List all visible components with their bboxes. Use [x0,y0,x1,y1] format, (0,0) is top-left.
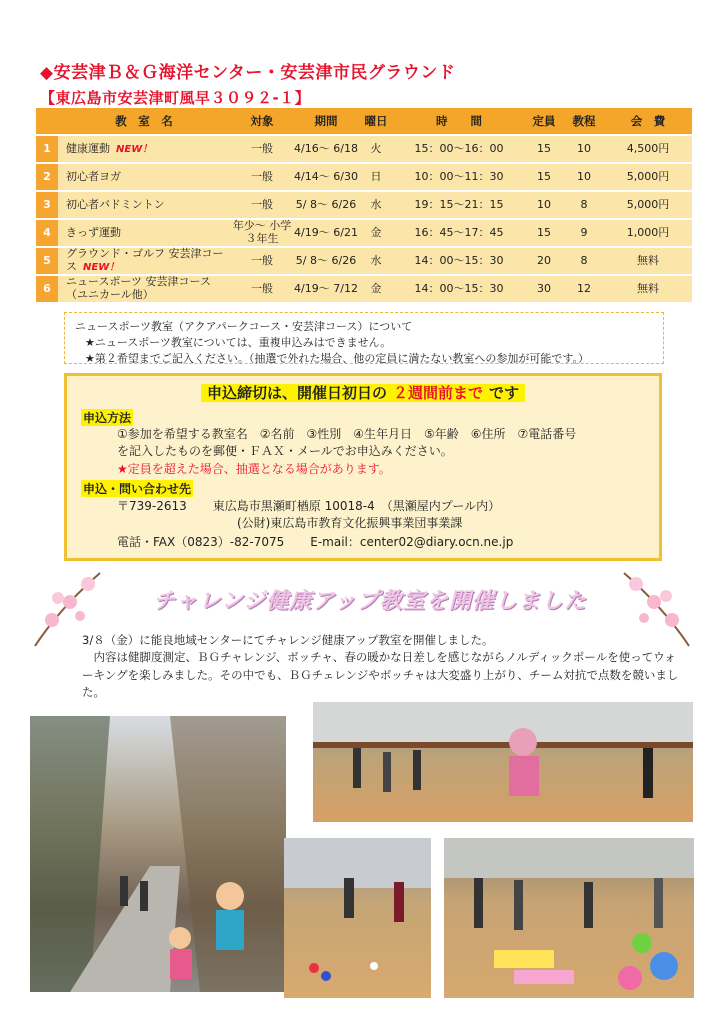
course-sessions: 12 [564,276,604,302]
col-period: 期間 [294,108,358,134]
course-day: 水 [358,248,394,274]
contact-email: E-mail：center02@diary.ocn.ne.jp [310,534,514,549]
contact-address [81,497,645,515]
new-badge: NEW！ [83,262,120,273]
course-sessions: 9 [564,220,604,246]
course-time: 15：00〜16：00 [394,136,524,162]
course-name: 健康運動 NEW！ [58,136,230,162]
course-day: 日 [358,164,394,190]
event-report [82,632,682,701]
gym-photo-exercise [313,702,693,822]
table-row [36,276,692,302]
course-time: 16：45〜17：45 [394,220,524,246]
col-fee: 会 費 [604,108,692,134]
course-fee: 4,500円 [604,136,692,162]
row-number: 6 [36,276,58,302]
venue-title: ◆安芸津Ｂ＆Ｇ海洋センター・安芸津市民グラウンド [40,63,456,83]
notice-heading: ニュースポーツ教室（アクアパークコース・安芸津コース）について [75,320,413,333]
table-row [36,192,692,218]
course-day: 水 [358,192,394,218]
course-name: ニュースポーツ 安芸津コース（ユニカール他） [58,276,230,302]
course-capacity: 15 [524,220,564,246]
col-name: 教 室 名 [58,108,230,134]
notice-line: ★ニュースポーツ教室については、重複申込みはできません。 [85,335,392,349]
course-name: 初心者ヨガ [58,164,230,190]
course-period: 4/14〜 6/30 [294,164,358,190]
course-name: 初心者バドミントン [58,192,230,218]
col-capacity: 定員 [524,108,564,134]
table-header-row [36,108,692,134]
report-para: 内容は健脚度測定、ＢＧチャレンジ、ボッチャ、春の暖かな日差しを感じながらノルディックポールを使ってウォーキングを楽しみました。その中でも、ＢＧチェレンジやボッチャは大変盛り上がり、チーム対抗で点数を競いました。 [82,650,679,699]
course-sessions: 8 [564,248,604,274]
course-fee: 1,000円 [604,220,692,246]
col-target: 対象 [230,108,294,134]
table-row [36,164,692,190]
row-number: 1 [36,136,58,162]
course-name: きっず運動 [58,220,230,246]
row-number: 3 [36,192,58,218]
col-sessions: 教程 [564,108,604,134]
course-period: 5/ 8〜 6/26 [294,248,358,274]
course-target: 一般 [230,136,294,162]
course-period: 4/19〜 7/12 [294,276,358,302]
application-box [64,373,662,561]
event-title: チャレンジ健康アップ教室を開催しました [153,589,587,614]
course-day: 火 [358,136,394,162]
row-number: 2 [36,164,58,190]
row-number: 5 [36,248,58,274]
course-capacity: 10 [524,192,564,218]
course-fee: 無料 [604,276,692,302]
bg-challenge-photo [444,838,694,998]
course-capacity: 30 [524,276,564,302]
postal-code: 〒739-2613 [117,499,187,514]
deadline: 申込締切は、開催日初日の ２週間前まで です [81,382,645,403]
report-para: 3/８（金）に能良地域センターにてチャレンジ健康アップ教室を開催しました。 [82,633,494,647]
notice-line: ★第２希望までご記入ください。（抽選で外れた場合、他の定員に満たない教室への参加が可能です。） [85,351,589,365]
course-day: 金 [358,276,394,302]
gym-photo-exercise-art [313,702,693,822]
table-row [36,248,692,274]
contact-phone: 電話・FAX（0823）-82-7075 [117,534,285,549]
row-number: 4 [36,220,58,246]
course-period: 4/19〜 6/21 [294,220,358,246]
course-time: 19：15〜21：15 [394,192,524,218]
contact-label: 申込・問い合わせ先 [83,482,192,497]
course-target: 一般 [230,164,294,190]
course-time: 10：00〜11：30 [394,164,524,190]
table-row [36,136,692,162]
method-label: 申込方法 [83,411,132,425]
course-target: 年少〜 小学３年生 [230,220,294,246]
course-sessions: 10 [564,136,604,162]
walking-photo [30,716,286,992]
bg-challenge-photo-art [444,838,694,998]
course-name: グラウンド・ゴルフ 安芸津コース NEW！ [58,248,230,274]
venue-address: 【東広島市安芸津町風早３０９２-１】 [40,89,311,107]
course-sessions: 8 [564,192,604,218]
course-target: 一般 [230,192,294,218]
contact-org: (公財)東広島市教育文化振興事業団事業課 [237,516,463,531]
course-target: 一般 [230,248,294,274]
course-time: 14：00〜15：30 [394,248,524,274]
bocce-photo-art [284,838,431,998]
course-fee: 無料 [604,248,692,274]
new-sports-notice [64,312,664,364]
method-line: を記入したものを郵便・ＦＡＸ・メールでお申込みください。 [117,444,453,459]
course-table [36,106,692,304]
course-period: 5/ 8〜 6/26 [294,192,358,218]
course-capacity: 20 [524,248,564,274]
course-day: 金 [358,220,394,246]
course-time: 14：00〜15：30 [394,276,524,302]
course-target: 一般 [230,276,294,302]
lottery-warning: ★定員を超えた場合、抽選となる場合があります。 [117,461,391,476]
bocce-photo [284,838,431,998]
course-fee: 5,000円 [604,192,692,218]
contact-address-text: 東広島市黒瀬町楢原 10018-4 （黒瀬屋内プール内） [212,499,501,514]
course-sessions: 10 [564,164,604,190]
table-row [36,220,692,246]
col-time: 時 間 [394,108,524,134]
col-num [36,108,58,134]
course-period: 4/16〜 6/18 [294,136,358,162]
method-line: ①参加を希望する教室名 ②名前 ③性別 ④生年月日 ⑤年齢 ⑥住所 ⑦電話番号 [117,427,577,441]
course-capacity: 15 [524,164,564,190]
walking-photo-art [30,716,286,992]
course-fee: 5,000円 [604,164,692,190]
col-day: 曜日 [358,108,394,134]
new-badge: NEW！ [116,143,153,155]
contact-phone-email [81,533,645,551]
header [40,58,700,108]
course-capacity: 15 [524,136,564,162]
